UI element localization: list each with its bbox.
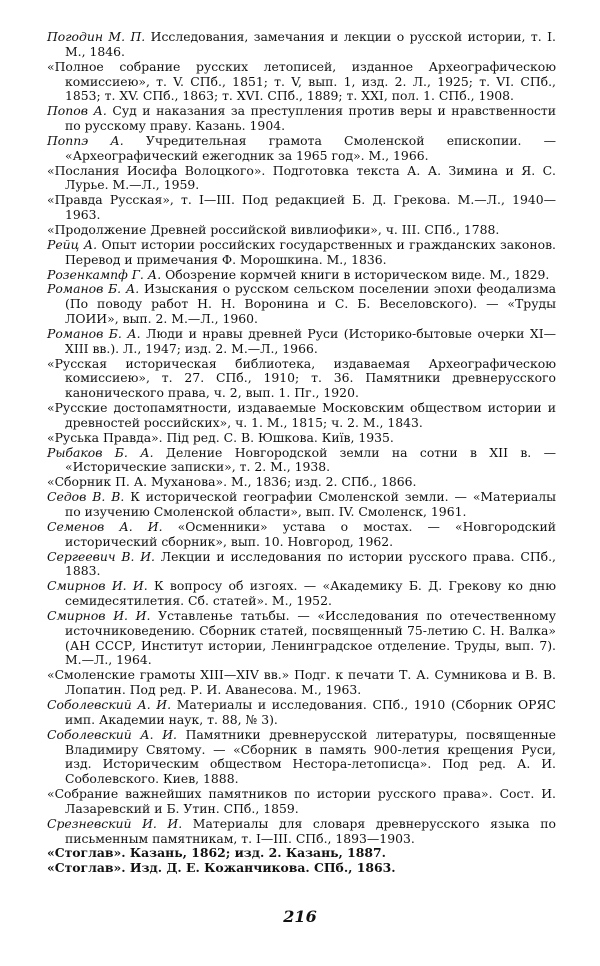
page-number: 216 xyxy=(283,907,317,926)
bibliography-entry xyxy=(47,446,556,476)
bibliography-entry xyxy=(47,609,556,668)
entry-text: Памятники древнерусской литературы, посвященные Владимиру Святому. — «Сборник в память 900-летия крещения Руси, изд. Историческим обществом Нестора-летописца». Под ред. А. И. Соболевского. Киев, 1888. xyxy=(65,726,556,787)
entry-text: «Осменники» устава о мостах. — «Новгородский исторический сборник», вып. 10. Новгород, 1962. xyxy=(65,518,556,549)
entry-text: «Стоглав». Казань, 1862; изд. 2. Казань, 1887. xyxy=(47,845,386,861)
entry-author: Смирнов И. И. xyxy=(47,607,151,623)
entry-text: «Руська Правда». Під ред. С. В. Юшкова. Київ, 1935. xyxy=(47,429,394,445)
entry-text: «Смоленские грамоты XIII—XIV вв.» Подг. к печати Т. А. Сумникова и В. В. Лопатин. Под ред. Р. И. Аванесова. М., 1963. xyxy=(47,667,556,698)
entry-text: Лекции и исследования по истории русского права. СПб., 1883. xyxy=(65,548,556,579)
bibliography-entry xyxy=(47,357,556,402)
bibliography-entry xyxy=(47,431,556,446)
bibliography-entry xyxy=(47,60,556,105)
entry-text: «Русские достопамятности, издаваемые Московским обществом истории и древностей российских», ч. 1. М., 1815; ч. 2. М., 1843. xyxy=(47,400,556,430)
entry-text: К вопросу об изгоях. — «Академику Б. Д. Грекову ко дню семидесятилетия. Сб. статей». М., 1952. xyxy=(65,578,556,609)
entry-text: «Собрание важнейших памятников по истории русского права». Сост. И. Лазаревский и Б. Утин. СПб., 1859. xyxy=(47,786,556,816)
bibliography-entry xyxy=(47,861,556,876)
bibliography-entry xyxy=(47,193,556,223)
bibliography-entry xyxy=(47,327,556,357)
bibliography-entry xyxy=(47,238,556,268)
bibliography-list xyxy=(47,30,556,876)
entry-author: Семенов А. И. xyxy=(47,518,163,534)
bibliography-entry xyxy=(47,164,556,194)
bibliography-entry xyxy=(47,787,556,817)
bibliography-entry xyxy=(47,282,556,327)
entry-author: Соболевский А. И. xyxy=(47,696,172,712)
bibliography-entry xyxy=(47,728,556,787)
entry-text: Люди и нравы древней Руси (Историко-бытовые очерки XI—XIII вв.). Л., 1947; изд. 2. М.—Л., 1966. xyxy=(65,325,556,356)
entry-text: «Стоглав». Изд. Д. Е. Кожанчикова. СПб., 1863. xyxy=(47,860,396,876)
entry-text: Изыскания о русском сельском поселении эпохи феодализма (По поводу работ Н. Н. Воронина и С. Б. Веселовского). — «Труды ЛОИИ», вып. 2. М.—Л., 1960. xyxy=(65,281,556,327)
bibliography-entry xyxy=(47,30,556,60)
bibliography-entry xyxy=(47,846,556,861)
bibliography-entry xyxy=(47,223,556,238)
entry-author: Погодин М. П. xyxy=(47,29,146,44)
entry-text: «Послания Иосифа Волоцкого». Подготовка текста А. А. Зимина и Я. С. Лурье. М.—Л., 1959. xyxy=(47,162,556,193)
entry-text: Опыт истории российских государственных и гражданских законов. Перевод и примечания Ф. Морошкина. М., 1836. xyxy=(65,236,556,267)
entry-author: Попов А. xyxy=(47,103,107,119)
entry-author: Рыбаков Б. А. xyxy=(47,444,154,460)
entry-text: «Русская историческая библиотека, издаваемая Археографическою комиссиею», т. 27. СПб., 1910; т. 36. Памятники древнерусского канонического права, ч. 2, вып. 1. Пг., 1920. xyxy=(47,355,556,401)
entry-text: «Продолжение Древней российской вивлиофики», ч. III. СПб., 1788. xyxy=(47,221,500,237)
entry-author: Романов Б. А. xyxy=(47,325,141,341)
entry-text: Материалы и исследования. СПб., 1910 (Сборник ОРЯС имп. Академии наук, т. 88, № 3). xyxy=(65,696,556,727)
entry-author: Смирнов И. И. xyxy=(47,578,148,594)
entry-author: Седов В. В. xyxy=(47,489,125,505)
bibliography-entry xyxy=(47,268,556,283)
entry-text: «Полное собрание русских летописей, изданное Археографическою комиссиею», т. V. СПб., 1851; т. V, вып. 1, изд. 2. Л., 1925; т. VI. СПб., 1853; т. XV. СПб., 1863; т. XVI. СПб., 1889; т. XXI, пол. 1. СПб., 1908. xyxy=(47,58,556,104)
entry-author: Срезневский И. И. xyxy=(47,815,183,831)
entry-text: «Правда Русская», т. I—III. Под редакцией Б. Д. Грекова. М.—Л., 1940—1963. xyxy=(47,192,556,223)
entry-author: Поппэ А. xyxy=(47,132,124,148)
bibliography-entry xyxy=(47,104,556,134)
entry-text: Суд и наказания за преступления против веры и нравственности по русскому праву. Казань. 1904. xyxy=(65,103,556,134)
bibliography-entry xyxy=(47,817,556,847)
entry-author: Сергеевич В. И. xyxy=(47,548,155,564)
entry-text: К исторической географии Смоленской земли. — «Материалы по изучению Смоленской области», вып. IV. Смоленск, 1961. xyxy=(65,489,556,519)
bibliography-entry xyxy=(47,698,556,728)
bibliography-entry xyxy=(47,550,556,580)
bibliography-entry xyxy=(47,668,556,698)
entry-author: Розенкампф Г. А. xyxy=(47,266,162,282)
entry-author: Соболевский А. И. xyxy=(47,726,177,742)
entry-text: Деление Новгородской земли на сотни в XII в. — «Исторические записки», т. 2. М., 1938. xyxy=(65,444,556,475)
entry-author: Романов Б. А. xyxy=(47,281,140,297)
entry-text: Уставленье татьбы. — «Исследования по отечественному источниковедению. Сборник статей, посвященный 75-летию С. Н. Валка» (АН СССР, Институт истории, Ленинградское отделение. Труды, вып. 7). М.—Л., 1964. xyxy=(65,607,556,668)
bibliography-entry xyxy=(47,134,556,164)
entry-text: Учредительная грамота Смоленской епископии. — «Археографический ежегодник за 1965 год». М., 1966. xyxy=(65,132,556,163)
bibliography-entry xyxy=(47,401,556,431)
entry-author: Рейц А. xyxy=(47,236,98,252)
entry-text: Обозрение кормчей книги в историческом виде. М., 1829. xyxy=(165,266,550,282)
bibliography-entry xyxy=(47,579,556,609)
entry-text: Исследования, замечания и лекции о русской истории, т. I. М., 1846. xyxy=(65,29,556,59)
entry-text: «Сборник П. А. Муханова». М., 1836; изд. 2. СПб., 1866. xyxy=(47,474,417,490)
bibliography-entry xyxy=(47,490,556,520)
entry-text: Материалы для словаря древнерусского языка по письменным памятникам, т. I—III. СПб., 1893—1903. xyxy=(65,815,557,846)
bibliography-entry xyxy=(47,475,556,490)
bibliography-entry xyxy=(47,520,556,550)
